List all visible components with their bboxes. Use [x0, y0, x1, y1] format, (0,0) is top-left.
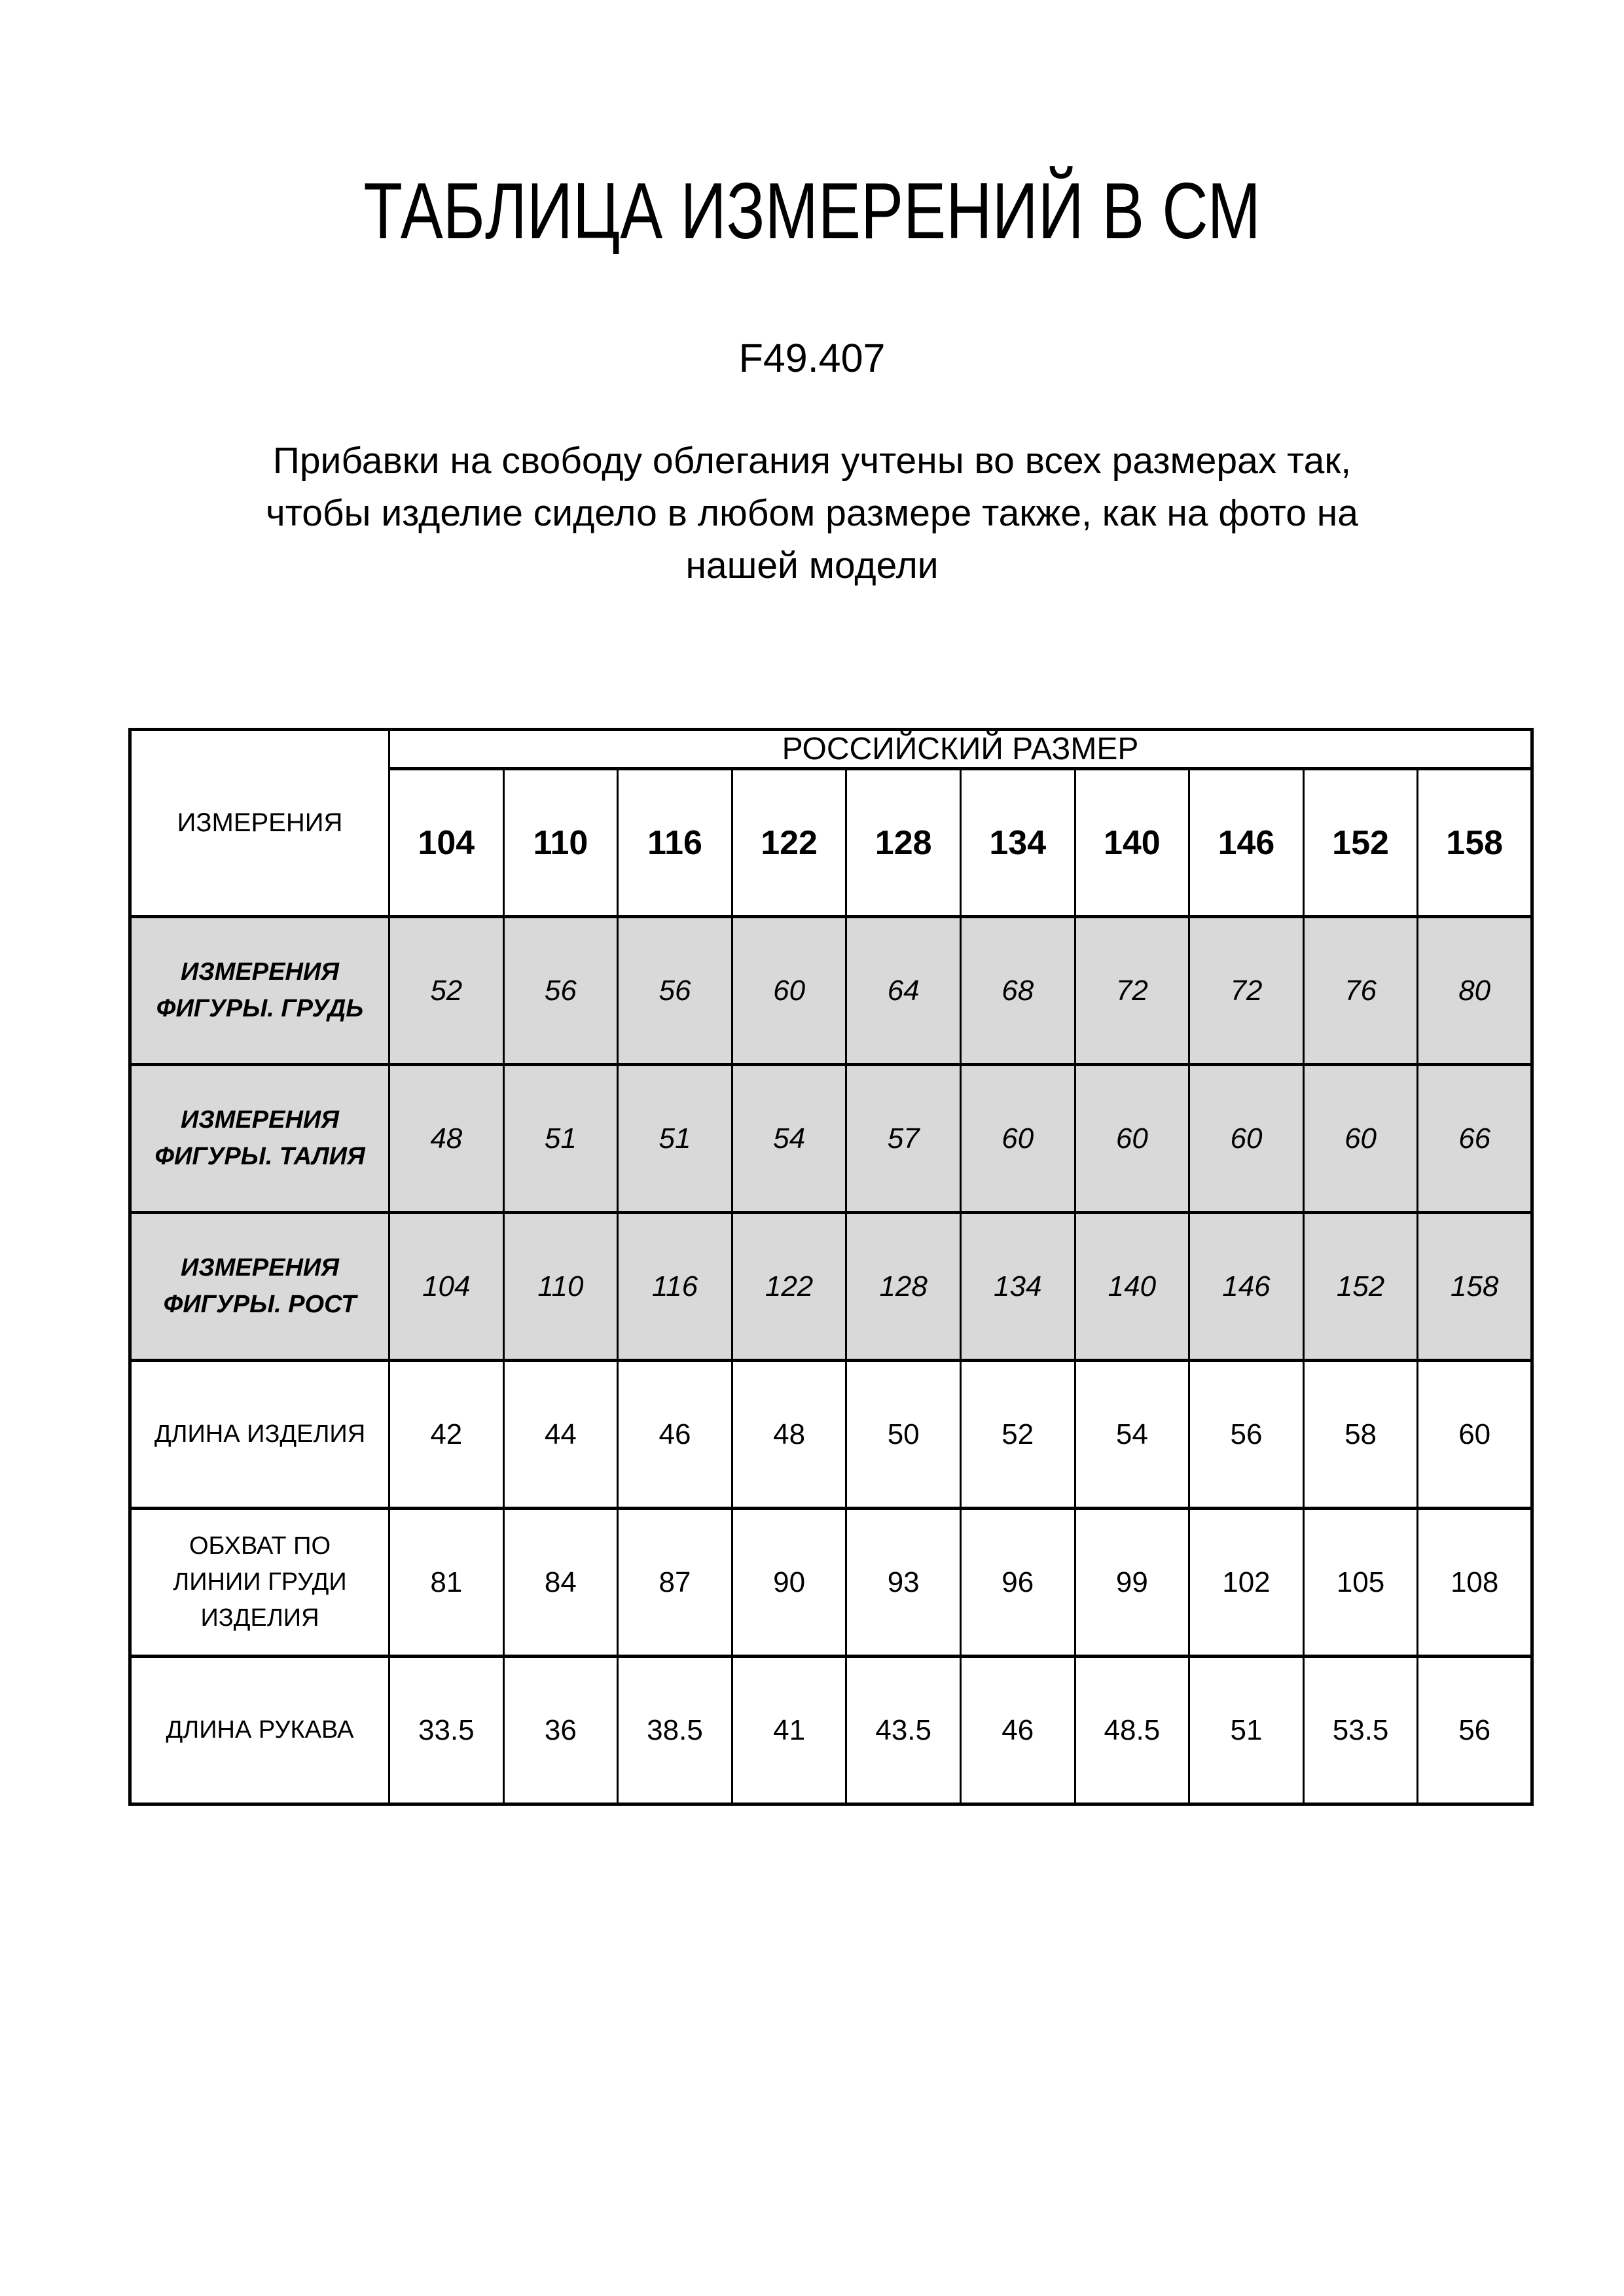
size-header-cell: 152 — [1303, 769, 1418, 917]
size-header-cell: 128 — [846, 769, 961, 917]
value-cell: 36 — [503, 1657, 618, 1804]
product-code: F49.407 — [738, 336, 886, 380]
value-cell: 122 — [732, 1213, 846, 1361]
value-cell: 33.5 — [389, 1657, 504, 1804]
fit-note — [0, 435, 1624, 592]
value-cell: 110 — [503, 1213, 618, 1361]
size-header-cell: 110 — [503, 769, 618, 917]
russian-size-header-cell: РОССИЙСКИЙ РАЗМЕР — [389, 730, 1532, 769]
size-header-cell: 146 — [1189, 769, 1304, 917]
value-cell: 60 — [1075, 1065, 1189, 1213]
value-cell: 102 — [1189, 1509, 1304, 1657]
value-cell: 87 — [618, 1509, 732, 1657]
value-cell: 60 — [1303, 1065, 1418, 1213]
value-cell: 52 — [389, 917, 504, 1065]
value-cell: 80 — [1418, 917, 1532, 1065]
value-cell: 43.5 — [846, 1657, 961, 1804]
table-row — [130, 1657, 1532, 1804]
value-cell: 44 — [503, 1361, 618, 1509]
value-cell: 46 — [960, 1657, 1075, 1804]
group-header-row — [130, 730, 1532, 769]
fit-note-line: Прибавки на свободу облегания учтены во всех размерах так, — [272, 440, 1352, 482]
row-label: ОБХВАТ ПО ЛИНИИ ГРУДИ ИЗДЕЛИЯ — [130, 1509, 389, 1657]
value-cell: 54 — [732, 1065, 846, 1213]
value-cell: 53.5 — [1303, 1657, 1418, 1804]
value-cell: 51 — [618, 1065, 732, 1213]
value-cell: 56 — [1189, 1361, 1304, 1509]
value-cell: 60 — [1189, 1065, 1304, 1213]
table-row — [130, 1213, 1532, 1361]
row-label: ДЛИНА ИЗДЕЛИЯ — [130, 1361, 389, 1509]
value-cell: 56 — [1418, 1657, 1532, 1804]
fit-note-line: нашей модели — [685, 545, 939, 586]
size-header-cell: 140 — [1075, 769, 1189, 917]
value-cell: 48 — [389, 1065, 504, 1213]
value-cell: 116 — [618, 1213, 732, 1361]
value-cell: 96 — [960, 1509, 1075, 1657]
value-cell: 146 — [1189, 1213, 1304, 1361]
value-cell: 105 — [1303, 1509, 1418, 1657]
value-cell: 51 — [503, 1065, 618, 1213]
value-cell: 68 — [960, 917, 1075, 1065]
size-header-cell: 116 — [618, 769, 732, 917]
row-label: ИЗМЕРЕНИЯ ФИГУРЫ. РОСТ — [130, 1213, 389, 1361]
row-label: ИЗМЕРЕНИЯ ФИГУРЫ. ГРУДЬ — [130, 917, 389, 1065]
value-cell: 93 — [846, 1509, 961, 1657]
value-cell: 60 — [1418, 1361, 1532, 1509]
size-table-body — [130, 917, 1532, 1804]
value-cell: 140 — [1075, 1213, 1189, 1361]
table-row — [130, 1361, 1532, 1509]
size-header-cell: 134 — [960, 769, 1075, 917]
size-header-cell: 122 — [732, 769, 846, 917]
size-header-cell: 104 — [389, 769, 504, 917]
fit-note-line: чтобы изделие сидело в любом размере также, как на фото на — [266, 492, 1358, 534]
value-cell: 99 — [1075, 1509, 1189, 1657]
value-cell: 48 — [732, 1361, 846, 1509]
value-cell: 57 — [846, 1065, 961, 1213]
value-cell: 60 — [732, 917, 846, 1065]
value-cell: 42 — [389, 1361, 504, 1509]
value-cell: 108 — [1418, 1509, 1532, 1657]
table-row — [130, 1509, 1532, 1657]
value-cell: 76 — [1303, 917, 1418, 1065]
value-cell: 58 — [1303, 1361, 1418, 1509]
value-cell: 56 — [503, 917, 618, 1065]
value-cell: 66 — [1418, 1065, 1532, 1213]
size-header-cell: 158 — [1418, 769, 1532, 917]
value-cell: 128 — [846, 1213, 961, 1361]
value-cell: 72 — [1189, 917, 1304, 1065]
value-cell: 104 — [389, 1213, 504, 1361]
table-row — [130, 917, 1532, 1065]
value-cell: 158 — [1418, 1213, 1532, 1361]
value-cell: 54 — [1075, 1361, 1189, 1509]
page-title-text: ТАБЛИЦА ИЗМЕРЕНИЙ В СМ — [363, 166, 1261, 255]
value-cell: 48.5 — [1075, 1657, 1189, 1804]
value-cell: 51 — [1189, 1657, 1304, 1804]
value-cell: 72 — [1075, 917, 1189, 1065]
value-cell: 84 — [503, 1509, 618, 1657]
value-cell: 46 — [618, 1361, 732, 1509]
value-cell: 134 — [960, 1213, 1075, 1361]
value-cell: 56 — [618, 917, 732, 1065]
measurements-table — [128, 728, 1534, 1806]
table-row — [130, 1065, 1532, 1213]
page-title — [0, 166, 1624, 255]
value-cell: 90 — [732, 1509, 846, 1657]
value-cell: 50 — [846, 1361, 961, 1509]
value-cell: 38.5 — [618, 1657, 732, 1804]
row-label: ДЛИНА РУКАВА — [130, 1657, 389, 1804]
row-label: ИЗМЕРЕНИЯ ФИГУРЫ. ТАЛИЯ — [130, 1065, 389, 1213]
value-cell: 41 — [732, 1657, 846, 1804]
value-cell: 152 — [1303, 1213, 1418, 1361]
value-cell: 64 — [846, 917, 961, 1065]
corner-header-cell: ИЗМЕРЕНИЯ — [130, 730, 389, 917]
value-cell: 81 — [389, 1509, 504, 1657]
value-cell: 60 — [960, 1065, 1075, 1213]
value-cell: 52 — [960, 1361, 1075, 1509]
